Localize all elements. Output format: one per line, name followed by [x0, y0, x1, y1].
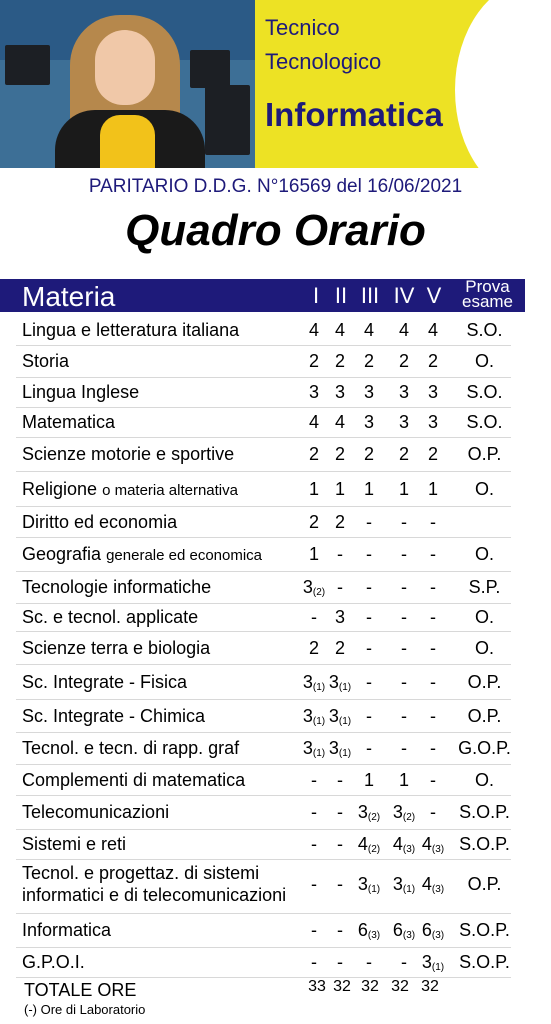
total-year-5: 32	[421, 978, 439, 995]
hours-year-3: $4_{(2)}$	[357, 834, 381, 855]
col-materia: Materia	[22, 281, 116, 312]
hours-year-5: -	[430, 637, 436, 658]
subject-note: o materia alternativa	[102, 481, 238, 499]
hours-year-5: 4	[427, 320, 438, 340]
table-row	[0, 700, 551, 733]
hours-year-3: -	[366, 637, 372, 658]
hours-year-5: -	[430, 671, 436, 692]
lab-hours: (1)	[312, 681, 326, 693]
subject-name: Complementi di matematica	[22, 769, 246, 790]
hours-year-1: 2	[308, 351, 319, 371]
subject-note: generale ed economica	[106, 547, 263, 564]
hours-year-4: $6_{(3)}$	[392, 920, 416, 941]
subject-name: Tecnologie informatiche	[22, 577, 212, 597]
hours-year-2: -	[337, 834, 343, 854]
hours-year-1: 4	[308, 412, 319, 432]
hours-year-3: -	[366, 738, 372, 758]
subject-name: Informatica	[22, 920, 112, 940]
subject-name: Sc. e tecnol. applicate	[22, 607, 199, 627]
total-year-4: 32	[391, 978, 409, 995]
hours-year-1: -	[311, 952, 317, 972]
table-row	[0, 796, 551, 830]
hours-year-1: -	[311, 802, 317, 822]
table-row	[0, 472, 551, 507]
hours-year-4: 1	[398, 769, 409, 790]
hours-year-4: 4	[398, 320, 409, 340]
table-row	[0, 948, 551, 978]
lab-hours: (3)	[431, 930, 445, 941]
subject-name: Scienze terra e biologia	[22, 637, 211, 658]
col-year-4: IV	[393, 283, 415, 308]
hours-year-2: $3_{(1)}$	[328, 738, 352, 759]
table-row	[0, 346, 551, 378]
hours-year-2: -	[337, 577, 343, 597]
exam-type: S.O.	[466, 412, 503, 432]
hours-year-5: -	[430, 577, 436, 597]
hours-year-3: -	[366, 577, 372, 597]
table-row	[0, 507, 551, 538]
lab-hours: (1)	[312, 748, 326, 759]
table-header	[0, 279, 525, 312]
table-row	[0, 765, 551, 796]
hours-year-1: $3_{(1)}$	[302, 671, 326, 693]
table-row	[0, 733, 551, 765]
subject-name: Telecomunicazioni	[22, 802, 170, 822]
hours-year-3: 3	[363, 412, 374, 432]
table-row	[0, 572, 551, 604]
hours-year-4: 2	[398, 444, 409, 464]
hours-year-2: -	[337, 874, 343, 894]
hours-year-5: -	[430, 769, 436, 790]
total-year-2: 32	[333, 978, 351, 995]
hours-year-1: -	[311, 769, 317, 790]
subject-name: Sistemi e reti	[22, 834, 127, 854]
hours-year-1: $3_{(2)}$	[302, 577, 326, 598]
total-year-1: 33	[308, 978, 326, 995]
paritario-decree: PARITARIO D.D.G. N°16569 del 16/06/2021	[88, 176, 463, 197]
hours-year-3: -	[366, 511, 372, 532]
hours-year-4: -	[401, 637, 407, 658]
lab-hours: (3)	[431, 884, 445, 895]
hours-year-4: -	[401, 952, 407, 972]
table-row	[0, 830, 551, 860]
hours-year-1: -	[311, 874, 317, 894]
hours-year-5: $4_{(3)}$	[421, 834, 445, 855]
hours-year-5: $6_{(3)}$	[421, 920, 445, 941]
hours-year-2: -	[337, 920, 343, 940]
hours-year-3: $6_{(3)}$	[357, 920, 381, 941]
exam-type: O.	[474, 478, 494, 499]
hours-year-5: -	[430, 607, 436, 627]
hours-year-1: 4	[308, 320, 319, 340]
lab-hours: (1)	[431, 962, 445, 973]
hours-year-2: 4	[334, 412, 345, 432]
hours-year-3: 3	[363, 382, 374, 402]
table-row	[0, 604, 551, 632]
exam-type: O.P.	[467, 705, 502, 726]
table-row	[0, 408, 551, 438]
table-row	[0, 378, 551, 408]
exam-type: S.O.P.	[459, 834, 510, 854]
hours-year-1: 2	[308, 511, 319, 532]
lab-hours: (2)	[402, 812, 416, 823]
subject-name: Storia	[22, 351, 70, 371]
table-row	[0, 438, 551, 472]
hours-year-3: -	[366, 607, 372, 627]
hours-year-4: -	[401, 671, 407, 692]
hours-year-3: 4	[363, 320, 374, 340]
hours-year-3: -	[366, 705, 372, 726]
hours-year-5: -	[430, 511, 436, 532]
lab-hours: (3)	[431, 844, 445, 855]
banner-line-2: Tecnologico	[265, 49, 382, 74]
header-banner	[0, 0, 551, 168]
lab-hours: (1)	[312, 715, 326, 727]
exam-type: O.	[474, 769, 494, 790]
subject-name: Sc. Integrate - Chimica	[22, 705, 206, 726]
hours-year-2: 4	[334, 320, 345, 340]
hours-year-5: $3_{(1)}$	[421, 952, 445, 973]
exam-type: G.O.P.	[458, 738, 511, 758]
lab-hours: (3)	[402, 930, 416, 941]
exam-type: O.	[474, 607, 494, 627]
hours-year-1: 1	[308, 478, 319, 499]
hours-year-5: 1	[427, 478, 438, 499]
exam-type: O.	[474, 637, 494, 658]
subject-name: G.P.O.I.	[22, 952, 85, 972]
hours-year-1: -	[311, 607, 317, 627]
hours-year-5: -	[430, 544, 436, 564]
banner-course-name: Informatica	[265, 96, 443, 133]
hours-year-2: 2	[334, 511, 345, 532]
hours-year-2: 2	[334, 637, 345, 658]
total-year-3: 32	[361, 978, 379, 995]
hours-year-1: $3_{(1)}$	[302, 705, 326, 727]
hours-year-1: 2	[308, 444, 319, 464]
lab-hours: (3)	[367, 930, 381, 941]
exam-type: S.O.P.	[459, 802, 510, 822]
hours-year-3: 2	[363, 444, 374, 464]
hours-year-4: -	[401, 544, 407, 564]
subject-name: Religione o materia alternativa	[22, 478, 238, 499]
hours-year-3: $3_{(2)}$	[357, 802, 381, 823]
subject-name: Sc. Integrate - Fisica	[22, 671, 188, 692]
table-row	[0, 665, 551, 700]
hours-year-1: 3	[308, 382, 319, 402]
exam-type: O.P.	[467, 671, 502, 692]
hours-year-2: $3_{(1)}$	[328, 671, 352, 693]
subject-name: Geografia generale ed economica	[22, 544, 263, 564]
subject-name: Lingua e letteratura italiana	[22, 320, 240, 340]
table-row	[0, 632, 551, 665]
hours-year-3: 1	[363, 769, 374, 790]
hours-year-4: -	[401, 738, 407, 758]
subject-name: Tecnol. e progettaz. di sistemi informatici e di telecomunicazioni	[22, 863, 287, 905]
lab-hours: (1)	[402, 884, 416, 895]
hours-year-1: 2	[308, 637, 319, 658]
hours-year-5: 3	[427, 382, 438, 402]
hours-year-2: 2	[334, 351, 345, 371]
lab-hours: (1)	[367, 884, 381, 895]
col-year-3: III	[360, 283, 380, 308]
col-year-2: II	[334, 283, 348, 308]
subject-name: Matematica	[22, 412, 116, 432]
hours-year-2: 1	[334, 478, 345, 499]
hours-year-1: $3_{(1)}$	[302, 738, 326, 759]
hours-year-5: 2	[427, 351, 438, 371]
hours-year-5: 2	[427, 444, 438, 464]
hours-year-1: -	[311, 920, 317, 940]
student-photo	[0, 0, 255, 168]
hours-year-4: -	[401, 705, 407, 726]
exam-type: O.	[474, 544, 494, 564]
hours-year-4: 2	[398, 351, 409, 371]
hours-year-3: 2	[363, 351, 374, 371]
subject-name: Tecnol. e tecn. di rapp. graf	[22, 738, 240, 758]
hours-year-5: $4_{(3)}$	[421, 874, 445, 895]
hours-year-4: 3	[398, 382, 409, 402]
table-row	[0, 316, 551, 346]
subject-name: Scienze motorie e sportive	[22, 444, 235, 464]
exam-type: S.O.P.	[459, 952, 510, 972]
hours-year-2: -	[337, 802, 343, 822]
table-row	[0, 538, 551, 572]
hours-year-2: 3	[334, 607, 345, 627]
exam-type: S.P.	[468, 577, 501, 597]
hours-year-4: 1	[398, 478, 409, 499]
table-row	[0, 860, 551, 914]
exam-type: O.	[474, 351, 494, 371]
hours-year-1: 1	[308, 544, 319, 564]
hours-year-4: $3_{(1)}$	[392, 874, 416, 895]
banner-line-1: Tecnico	[265, 15, 340, 40]
hours-year-5: -	[430, 738, 436, 758]
hours-year-2: -	[337, 769, 343, 790]
hours-year-4: -	[401, 511, 407, 532]
total-label: TOTALE ORE	[24, 980, 137, 1000]
hours-year-4: -	[401, 577, 407, 597]
hours-year-2: $3_{(1)}$	[328, 705, 352, 727]
hours-year-5: -	[430, 802, 436, 822]
lab-hours: (2)	[312, 587, 326, 598]
exam-type: S.O.P.	[459, 920, 510, 940]
hours-year-5: 3	[427, 412, 438, 432]
page-title: Quadro Orario	[125, 206, 426, 255]
lab-hours: (2)	[367, 812, 381, 823]
hours-year-3: 1	[363, 478, 374, 499]
lab-hours: (1)	[338, 748, 352, 759]
hours-year-3: -	[366, 671, 372, 692]
exam-type: O.P.	[467, 444, 502, 464]
lab-hours: (1)	[338, 681, 352, 693]
exam-type: O.P.	[467, 874, 502, 894]
col-year-1: I	[312, 283, 320, 308]
exam-type: S.O.	[466, 382, 503, 402]
subject-name: Diritto ed economia	[22, 511, 178, 532]
hours-year-4: $4_{(3)}$	[392, 834, 416, 855]
lab-hours: (1)	[338, 715, 352, 727]
footnote: (-) Ore di Laboratorio	[24, 1002, 146, 1017]
hours-year-4: 3	[398, 412, 409, 432]
hours-year-5: -	[430, 705, 436, 726]
hours-year-3: -	[366, 952, 372, 972]
hours-year-2: 3	[334, 382, 345, 402]
table-row	[0, 914, 551, 948]
col-year-5: V	[426, 283, 442, 308]
col-prova-esame: Prova esame	[461, 277, 514, 311]
hours-year-2: 2	[334, 444, 345, 464]
hours-year-3: -	[366, 544, 372, 564]
hours-year-1: -	[311, 834, 317, 854]
subject-name: Lingua Inglese	[22, 382, 140, 402]
lab-hours: (2)	[367, 844, 381, 855]
lab-hours: (3)	[402, 844, 416, 855]
hours-year-4: -	[401, 607, 407, 627]
hours-year-3: $3_{(1)}$	[357, 874, 381, 895]
hours-year-2: -	[337, 952, 343, 972]
exam-type: S.O.	[466, 320, 503, 340]
hours-year-2: -	[337, 544, 343, 564]
hours-year-4: $3_{(2)}$	[392, 802, 416, 823]
